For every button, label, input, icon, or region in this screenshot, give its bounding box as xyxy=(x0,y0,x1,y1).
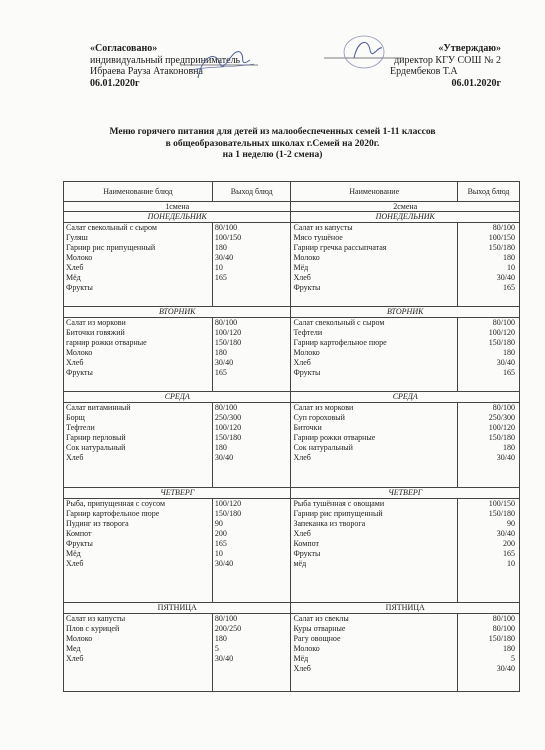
col-header-dish-1: Наименование блюд xyxy=(64,182,213,202)
list-item: Фрукты xyxy=(293,549,321,558)
output-value: 150/180 xyxy=(488,243,515,252)
list-item: Компот xyxy=(293,539,319,548)
list-item: Борщ xyxy=(66,413,85,422)
output-value: 150/180 xyxy=(214,433,242,442)
left-items xyxy=(64,403,213,488)
left-signature-stamp xyxy=(180,38,260,88)
day-name-left: ЧЕТВЕРГ xyxy=(64,488,291,499)
left-outputs xyxy=(212,499,291,603)
output-value: 90 xyxy=(214,519,223,528)
right-outputs xyxy=(457,223,519,307)
list-item: Сок натуральный xyxy=(293,443,353,452)
list-item: Рыба, припущенная с соусом xyxy=(66,499,166,508)
title-line-2: в общеобразовательных школах г.Семей на 2020г. xyxy=(165,138,380,149)
list-item: Сок натуральный xyxy=(66,443,126,452)
list-item: Салат из свеклы xyxy=(293,614,349,623)
output-value: 200 xyxy=(503,539,515,548)
right-items xyxy=(291,223,457,307)
list-item: Салат из моркови xyxy=(293,403,354,412)
document-title xyxy=(0,127,545,162)
list-item: Гарнир перловый xyxy=(66,433,126,442)
output-value: 80/100 xyxy=(214,223,238,232)
list-item: Хлеб xyxy=(66,453,84,462)
list-item: Гуляш xyxy=(66,233,88,242)
output-value: 30/40 xyxy=(496,273,515,282)
left-role: индивидуальный предприниматель xyxy=(90,54,241,66)
shift-row xyxy=(64,202,520,212)
output-value: 250/300 xyxy=(488,413,515,422)
output-value: 80/100 xyxy=(492,624,515,633)
day-name-right: ЧЕТВЕРГ xyxy=(291,488,520,499)
left-outputs xyxy=(212,403,291,488)
list-item: Хлеб xyxy=(293,273,311,282)
menu-table xyxy=(63,181,520,692)
output-value: 80/100 xyxy=(214,403,238,412)
day-row-wednesday xyxy=(64,392,520,403)
output-value: 180 xyxy=(214,443,227,452)
col-header-output-1: Выход блюд xyxy=(212,182,291,202)
list-item: Молоко xyxy=(293,253,320,262)
output-value: 30/40 xyxy=(496,529,515,538)
output-value: 100/120 xyxy=(214,423,242,432)
list-item: Мёд xyxy=(66,273,81,282)
left-items xyxy=(64,318,213,392)
right-date: 06.01.2020г xyxy=(451,77,501,89)
output-value: 10 xyxy=(214,549,223,558)
output-value: 100/150 xyxy=(214,233,242,242)
output-value: 150/180 xyxy=(214,509,242,518)
list-item: Плов с курицей xyxy=(66,624,120,633)
left-items xyxy=(64,223,213,307)
menu-row-wednesday xyxy=(64,403,520,488)
day-name-left: СРЕДА xyxy=(64,392,291,403)
day-row-friday xyxy=(64,603,520,614)
output-value: 180 xyxy=(503,348,515,357)
list-item: Молоко xyxy=(66,634,93,643)
right-signature-stamp xyxy=(318,28,408,80)
output-value: 100/120 xyxy=(214,328,242,337)
right-outputs xyxy=(457,614,519,692)
list-item: Фрукты xyxy=(66,368,93,377)
output-value: 150/180 xyxy=(488,509,515,518)
menu-row-thursday xyxy=(64,499,520,603)
output-value: 150/180 xyxy=(488,338,515,347)
list-item: Хлеб xyxy=(66,263,84,272)
output-value: 180 xyxy=(214,634,227,643)
list-item: Запеканка из творога xyxy=(293,519,366,528)
list-item: Рыба тушённая с овощами xyxy=(293,499,385,508)
left-outputs xyxy=(212,223,291,307)
day-row-thursday xyxy=(64,488,520,499)
list-item: гарнир рожки отварные xyxy=(66,338,147,347)
output-value: 80/100 xyxy=(492,614,515,623)
output-value: 165 xyxy=(503,368,515,377)
output-value: 180 xyxy=(503,253,515,262)
list-item: Хлеб xyxy=(66,654,84,663)
output-value: 100/120 xyxy=(214,499,242,508)
output-value: 165 xyxy=(503,549,515,558)
list-item: Гарнир картофельное пюре xyxy=(293,338,387,347)
list-item: Фрукты xyxy=(293,283,321,292)
day-name-left: ПЯТНИЦА xyxy=(64,603,291,614)
left-date: 06.01.2020г xyxy=(90,77,140,89)
list-item: Салат витаминный xyxy=(66,403,131,412)
output-value: 165 xyxy=(214,539,227,548)
right-outputs xyxy=(457,499,519,603)
col-header-output-2: Выход блюд xyxy=(457,182,519,202)
list-item: Мёд xyxy=(66,549,81,558)
list-item: Гарнир рожки отварные xyxy=(293,433,376,442)
right-items xyxy=(291,318,457,392)
output-value: 180 xyxy=(214,243,227,252)
output-value: 165 xyxy=(214,368,227,377)
list-item: Гарнир картофельное пюре xyxy=(66,509,160,518)
col-header-dish-2: Наименование xyxy=(291,182,457,202)
output-value: 180 xyxy=(214,348,227,357)
list-item: Хлеб xyxy=(66,358,84,367)
approve-label: «Утверждаю» xyxy=(438,43,501,54)
output-value: 10 xyxy=(507,559,515,568)
list-item: Салат из капусты xyxy=(293,223,353,232)
list-item: Суп гороховый xyxy=(293,413,345,422)
output-value: 30/40 xyxy=(214,559,234,568)
left-items xyxy=(64,499,213,603)
list-item: Молоко xyxy=(293,644,320,653)
output-value: 30/40 xyxy=(496,358,515,367)
output-value: 30/40 xyxy=(214,253,234,262)
list-item: Мёд xyxy=(293,263,309,272)
output-value: 30/40 xyxy=(214,358,234,367)
left-items xyxy=(64,614,213,692)
output-value: 150/180 xyxy=(488,433,515,442)
list-item: Молоко xyxy=(66,348,93,357)
list-item: Хлеб xyxy=(293,453,311,462)
shift-2-label: 2смена xyxy=(291,202,520,212)
output-value: 10 xyxy=(507,263,515,272)
menu-row-tuesday xyxy=(64,318,520,392)
day-row-monday xyxy=(64,212,520,223)
output-value: 250/300 xyxy=(214,413,242,422)
output-value: 100/120 xyxy=(488,328,515,337)
right-items xyxy=(291,614,457,692)
shift-1-label: 1смена xyxy=(64,202,291,212)
output-value: 80/100 xyxy=(492,318,515,327)
day-name-right: ПЯТНИЦА xyxy=(291,603,520,614)
list-item: Хлеб xyxy=(293,529,311,538)
list-item: Фрукты xyxy=(293,368,321,377)
output-value: 10 xyxy=(214,263,223,272)
output-value: 30/40 xyxy=(496,453,515,462)
output-value: 5 xyxy=(511,654,515,663)
list-item: Гарнир гречка рассыпчатая xyxy=(293,243,387,252)
list-item: Молоко xyxy=(66,253,93,262)
output-value: 100/120 xyxy=(488,423,515,432)
output-value: 200 xyxy=(214,529,227,538)
output-value: 200/250 xyxy=(214,624,242,633)
output-value: 80/100 xyxy=(214,318,238,327)
output-value: 165 xyxy=(503,283,515,292)
list-item: Тефтели xyxy=(66,423,95,432)
list-item: Фрукты xyxy=(66,283,93,292)
output-value: 90 xyxy=(507,519,515,528)
day-name-right: ВТОРНИК xyxy=(291,307,520,318)
list-item: Хлеб xyxy=(66,559,84,568)
list-item: Хлеб xyxy=(293,358,311,367)
output-value: 180 xyxy=(503,443,515,452)
menu-row-friday xyxy=(64,614,520,692)
list-item: Гарнир рис припущенный xyxy=(293,509,383,518)
right-outputs xyxy=(457,318,519,392)
list-item: Салат свекольный с сыром xyxy=(66,223,157,232)
left-outputs xyxy=(212,318,291,392)
list-item: Биточки говяжий xyxy=(66,328,125,337)
title-line-1: Меню горячего питания для детей из малообеспеченных семей 1-11 классов xyxy=(109,127,436,137)
list-item: Компот xyxy=(66,529,92,538)
output-value: 80/100 xyxy=(214,614,238,623)
left-outputs xyxy=(212,614,291,692)
right-name: Ердембеков Т.А xyxy=(390,66,458,77)
list-item: Тефтели xyxy=(293,328,323,337)
output-value: 80/100 xyxy=(492,403,515,412)
list-item: мёд xyxy=(293,559,307,568)
output-value: 80/100 xyxy=(492,223,515,232)
output-value: 30/40 xyxy=(214,453,234,462)
list-item: Салат из капусты xyxy=(66,614,126,623)
day-name-right: СРЕДА xyxy=(291,392,520,403)
output-value: 30/40 xyxy=(496,664,515,673)
list-item: Салат свекольный с сыром xyxy=(293,318,385,327)
agreed-label: «Согласовано» xyxy=(90,43,158,54)
list-item: Молоко xyxy=(293,348,320,357)
day-name-right: ПОНЕДЕЛЬНИК xyxy=(291,212,520,223)
day-row-tuesday xyxy=(64,307,520,318)
output-value: 100/150 xyxy=(488,499,515,508)
list-item: Гарнир рис припущенный xyxy=(66,243,156,252)
list-item: Мясо тушёное xyxy=(293,233,343,242)
output-value: 5 xyxy=(214,644,219,653)
right-items xyxy=(291,403,457,488)
left-name: Ибраева Рауза Атаконовна xyxy=(90,66,203,77)
list-item: Хлеб xyxy=(293,664,311,673)
right-items xyxy=(291,499,457,603)
list-item: Куры отварные xyxy=(293,624,346,633)
day-name-left: ПОНЕДЕЛЬНИК xyxy=(64,212,291,223)
output-value: 180 xyxy=(503,644,515,653)
title-line-3: на 1 неделю (1-2 смена) xyxy=(222,150,323,160)
day-name-left: ВТОРНИК xyxy=(64,307,291,318)
list-item: Рагу овощное xyxy=(293,634,341,643)
right-role: директор КГУ СОШ № 2 xyxy=(394,54,501,66)
output-value: 100/150 xyxy=(488,233,515,242)
list-item: Биточки xyxy=(293,423,322,432)
list-item: Салат из моркови xyxy=(66,318,126,327)
output-value: 30/40 xyxy=(214,654,234,663)
menu-row-monday xyxy=(64,223,520,307)
right-outputs xyxy=(457,403,519,488)
output-value: 150/180 xyxy=(488,634,515,643)
list-item: Пудинг из творога xyxy=(66,519,129,528)
output-value: 165 xyxy=(214,273,227,282)
list-item: Мед xyxy=(66,644,81,653)
list-item: Фрукты xyxy=(66,539,93,548)
list-item: Мёд xyxy=(293,654,309,663)
table-header-row xyxy=(64,182,520,202)
output-value: 150/180 xyxy=(214,338,242,347)
